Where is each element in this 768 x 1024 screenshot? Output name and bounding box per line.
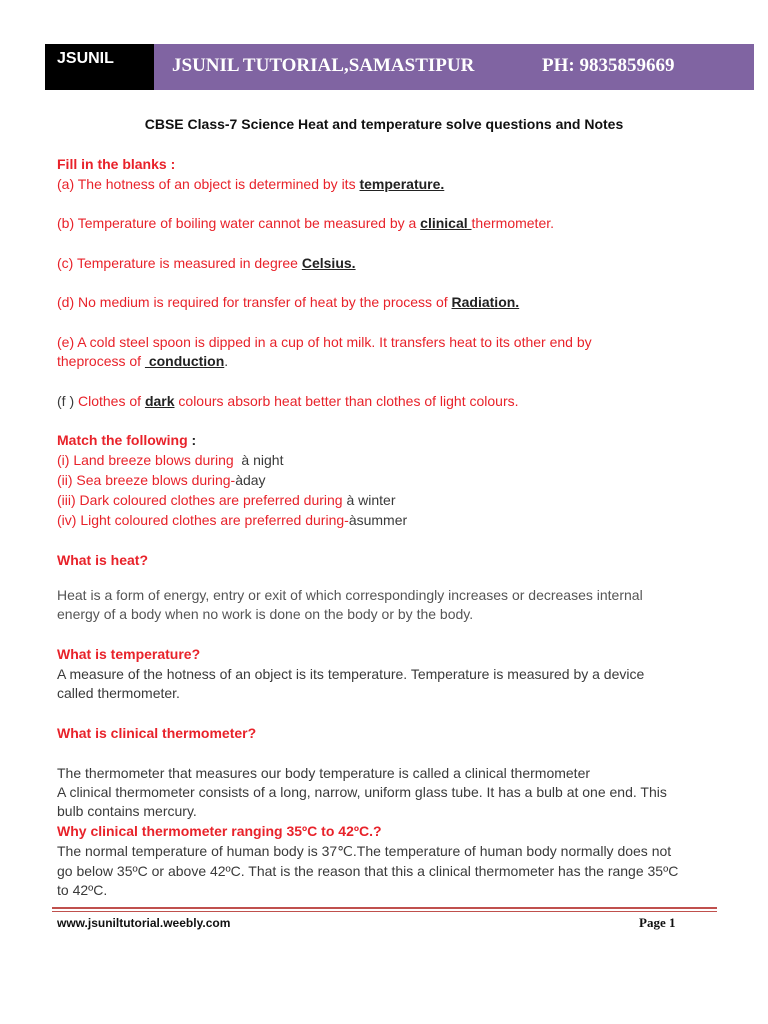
fill-item-e-line1: (e) A cold steel spoon is dipped in a cup of hot milk. It transfers heat to its other end by: [57, 334, 592, 350]
temperature-line1: A measure of the hotness of an object is its temperature. Temperature is measured by a device: [57, 666, 645, 682]
clinical-line1: The thermometer that measures our body temperature is called a clinical thermometer: [57, 765, 591, 781]
clinical-heading: What is clinical thermometer?: [57, 725, 257, 741]
match-iii-question: (iii) Dark coloured clothes are preferred during: [57, 492, 347, 508]
fill-item-a: [57, 176, 444, 193]
fill-a-answer: temperature.: [359, 176, 445, 192]
fill-f-rest: colours absorb heat better than clothes of light colours.: [174, 393, 519, 409]
fill-b-text: (b) Temperature of boiling water cannot be measured by a: [57, 215, 421, 231]
match-heading: [57, 432, 196, 449]
fill-b-rest: thermometer.: [471, 215, 555, 231]
fill-c-answer: Celsius.: [301, 255, 356, 271]
fill-item-d: [57, 294, 519, 311]
match-item-iv: [57, 512, 407, 529]
fill-d-text: (d) No medium is required for transfer of heat by the process of: [57, 294, 452, 310]
fill-item-b: [57, 215, 554, 232]
footer-divider: [52, 907, 717, 909]
fill-e-end: .: [224, 353, 229, 369]
range-line2: go below 35ºC or above 42ºC. That is the reason that this a clinical thermometer has the range 35ºC: [57, 863, 679, 879]
header-title: JSUNIL TUTORIAL,SAMASTIPUR: [172, 55, 475, 76]
match-i-answer: à night: [237, 452, 284, 468]
fill-item-f: [57, 393, 519, 410]
match-item-iii: [57, 492, 396, 509]
fill-heading: Fill in the blanks :: [57, 156, 176, 172]
fill-item-c: [57, 255, 356, 272]
temperature-heading: What is temperature?: [57, 646, 201, 662]
fill-b-answer: clinical: [420, 215, 472, 231]
clinical-line2: A clinical thermometer consists of a long, narrow, uniform glass tube. It has a bulb at one end. This: [57, 784, 667, 800]
match-iv-question: (iv) Light coloured clothes are preferred during-: [57, 512, 349, 528]
temperature-line2: called thermometer.: [57, 685, 180, 701]
heat-line1: Heat is a form of energy, entry or exit of which correspondingly increases or decreases internal: [57, 587, 643, 603]
fill-c-text: (c) Temperature is measured in degree: [57, 255, 302, 271]
header: [45, 44, 754, 90]
match-i-question: (i) Land breeze blows during: [57, 452, 238, 468]
match-heading-text: Match the following: [57, 432, 188, 448]
match-heading-colon: :: [187, 432, 197, 448]
document-title: CBSE Class-7 Science Heat and temperature solve questions and Notes: [144, 116, 624, 132]
heat-heading: What is heat?: [57, 552, 149, 568]
logo: JSUNIL: [45, 44, 154, 90]
range-heading: Why clinical thermometer ranging 35ºC to 42ºC.?: [57, 823, 382, 839]
fill-e-answer: conduction: [144, 353, 225, 369]
fill-item-e-line2: [57, 353, 228, 370]
fill-a-text: (a) The hotness of an object is determined by its: [57, 176, 360, 192]
match-ii-question: (ii) Sea breeze blows during-: [57, 472, 236, 488]
fill-f-label: (f ): [57, 393, 78, 409]
fill-f-answer: dark: [144, 393, 175, 409]
match-item-i: [57, 452, 283, 469]
footer-divider-thin: [52, 911, 717, 912]
fill-f-text: Clothes of: [78, 393, 145, 409]
match-iii-answer: à winter: [346, 492, 396, 508]
heat-line2: energy of a body when no work is done on the body or by the body.: [57, 606, 474, 622]
footer-url: www.jsuniltutorial.weebly.com: [57, 916, 231, 930]
fill-d-answer: Radiation.: [451, 294, 520, 310]
fill-e-text: theprocess of: [57, 353, 145, 369]
match-ii-answer: àday: [235, 472, 266, 488]
header-phone: PH: 9835859669: [542, 55, 675, 76]
range-line1: The normal temperature of human body is 37℃.The temperature of human body normally does not: [57, 843, 672, 859]
range-line3: to 42ºC.: [57, 882, 108, 898]
clinical-line3: bulb contains mercury.: [57, 803, 197, 819]
match-item-ii: [57, 472, 266, 489]
match-iv-answer: àsummer: [348, 512, 408, 528]
header-banner: [154, 44, 754, 90]
page-number: Page 1: [639, 915, 676, 930]
